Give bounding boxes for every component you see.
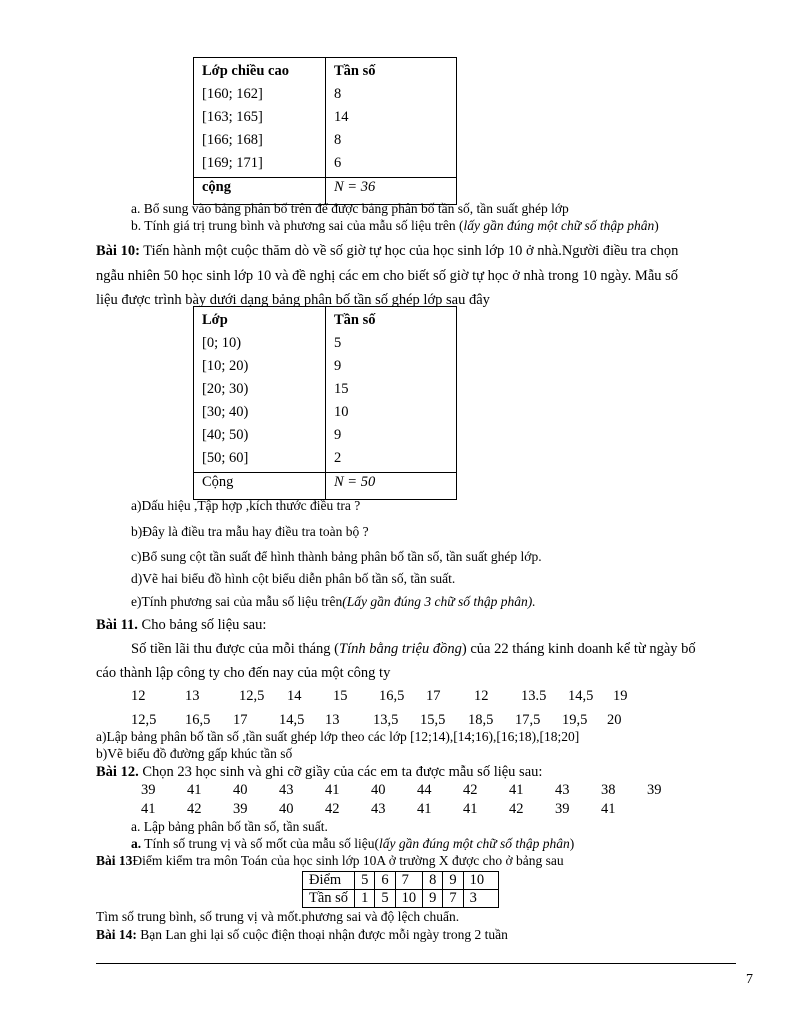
data-value: 17 [233, 712, 248, 728]
bai13-heading [96, 853, 564, 869]
bai14-intro: Bạn Lan ghi lại số cuộc điện thoại nhận được mỗi ngày trong 2 tuần [136, 927, 508, 942]
table-cell: 8 [334, 132, 342, 148]
bai10-line3: liệu được trình bày dưới dạng bảng phân bố tần số ghép lớp sau đây [96, 292, 490, 308]
q9-b-italic: lấy gần đúng một chữ số thập phân [463, 218, 655, 233]
bai10-line2: ngẫu nhiên 50 học sinh lớp 10 và đề nghị các em cho biết số giờ tự học ở nhà trong 10 ngày. Mẫu số [96, 268, 679, 284]
bai11-paragraph-line2: cáo thành lập công ty cho đến nay của một công ty [96, 665, 391, 681]
table-cell: [166; 168] [194, 131, 326, 154]
table-cell: 14 [334, 109, 349, 125]
table-cell: 6 [375, 872, 395, 890]
study-hours-table [193, 306, 457, 500]
table-total-value: N = 36 [326, 178, 457, 205]
table-total-value: N = 50 [326, 473, 457, 500]
bai12-part-a: a. Lập bảng phân bố tần số, tần suất. [131, 819, 328, 834]
q10-c: c)Bổ sung cột tần suất để hình thành bảng phân bố tần số, tần suất ghép lớp. [131, 549, 542, 564]
table-header: Tần số [334, 312, 376, 328]
bai12-b-label: a. [131, 836, 142, 851]
table-cell: [169; 171] [194, 154, 326, 178]
table-cell: 5 [355, 872, 375, 890]
score-table [302, 871, 499, 908]
table-cell: [50; 60] [194, 449, 326, 473]
bai11-label: Bài 11. [96, 617, 138, 633]
bai13-label: Bài 13 [96, 853, 133, 868]
data-value: 43 [371, 801, 386, 817]
bai11-p1-b: ) của 22 tháng kinh doanh kể từ ngày bố [461, 641, 696, 657]
bai12-b-italic: lấy gần đúng một chữ số thập phân [378, 836, 570, 851]
table-cell: 7 [395, 872, 423, 890]
data-value: 40 [371, 782, 386, 798]
bai11-p1-italic: Tính bằng triệu đồng [339, 641, 462, 657]
table-header: Lớp chiều cao [194, 58, 326, 86]
data-value: 12 [131, 688, 146, 704]
bai10-label: Bài 10: [96, 243, 140, 259]
data-value: 41 [417, 801, 432, 817]
table-total-label: cộng [194, 178, 326, 205]
data-value: 15 [333, 688, 348, 704]
bai12-data-row-1 [141, 782, 662, 799]
data-value: 40 [279, 801, 294, 817]
bai13-intro: Điểm kiểm tra môn Toán của học sinh lớp 10A ở trường X được cho ở bảng sau [132, 853, 564, 868]
table-cell: 5 [334, 335, 342, 351]
data-value: 41 [463, 801, 478, 817]
data-value: 42 [325, 801, 340, 817]
data-value: 14,5 [279, 712, 305, 728]
table-cell: 15 [334, 381, 349, 397]
data-value: 19 [613, 688, 628, 704]
q9-b-end: ) [654, 218, 659, 233]
data-value: 43 [279, 782, 294, 798]
table-cell: 3 [463, 890, 499, 908]
data-value: 41 [509, 782, 524, 798]
height-class-table [193, 57, 457, 205]
data-value: 16,5 [185, 712, 211, 728]
data-value: 19,5 [562, 712, 588, 728]
table-cell: 9 [443, 872, 463, 890]
data-value: 42 [463, 782, 478, 798]
table-cell: Tần số [303, 890, 355, 908]
bai11-p1-a: Số tiền lãi thu được của mỗi tháng ( [131, 641, 340, 657]
q10-e [131, 594, 536, 610]
table-header: Tần số [334, 63, 376, 79]
data-value: 14 [287, 688, 302, 704]
table-cell: 9 [334, 427, 342, 443]
table-cell: 10 [334, 404, 349, 420]
q9-part-b [131, 218, 659, 234]
data-value: 13,5 [373, 712, 399, 728]
data-value: 16,5 [379, 688, 405, 704]
bai12-intro: Chọn 23 học sinh và ghi cỡ giầy của các em ta được mẫu số liệu sau: [138, 764, 543, 780]
table-cell: 5 [375, 890, 395, 908]
data-value: 12 [474, 688, 489, 704]
bai11-part-a: a)Lập bảng phân bố tần số ,tần suất ghép lớp theo các lớp [12;14),[14;16),[16;18),[18;20] [96, 729, 580, 744]
table-cell: [0; 10) [194, 334, 326, 357]
q10-d: d)Vẽ hai biểu đồ hình cột biểu diễn phân bố tần số, tần suất. [131, 571, 456, 586]
data-value: 40 [233, 782, 248, 798]
q10-e-italic: (Lấy gần đúng 3 chữ số thập phân). [342, 594, 536, 609]
table-cell: 9 [423, 890, 443, 908]
data-value: 38 [601, 782, 616, 798]
data-value: 39 [141, 782, 156, 798]
table-cell: 8 [423, 872, 443, 890]
table-cell: 10 [395, 890, 423, 908]
bai13-task: Tìm số trung bình, số trung vị và mốt.phương sai và độ lệch chuẩn. [96, 909, 460, 924]
table-header: Lớp [194, 307, 326, 335]
bai12-part-b [131, 836, 574, 852]
table-cell: 6 [334, 155, 342, 171]
data-value: 15,5 [420, 712, 446, 728]
bai11-intro: Cho bảng số liệu sau: [137, 617, 267, 633]
q10-b: b)Đây là điều tra mẫu hay điều tra toàn bộ ? [131, 524, 369, 539]
data-value: 20 [607, 712, 622, 728]
q9-b-text: b. Tính giá trị trung bình và phương sai của mẫu số liệu trên ( [131, 218, 464, 233]
data-value: 12,5 [239, 688, 265, 704]
data-value: 17,5 [515, 712, 541, 728]
data-value: 41 [325, 782, 340, 798]
data-value: 17 [426, 688, 441, 704]
data-value: 13 [185, 688, 200, 704]
bai11-paragraph-line1 [131, 641, 696, 658]
bai11-part-b: b)Vẽ biểu đồ đường gấp khúc tần số [96, 746, 293, 761]
bai12-label: Bài 12. [96, 764, 139, 780]
table-cell: 7 [443, 890, 463, 908]
table-cell: 1 [355, 890, 375, 908]
data-value: 43 [555, 782, 570, 798]
table-cell: [160; 162] [194, 85, 326, 108]
table-cell: [30; 40) [194, 403, 326, 426]
data-value: 44 [417, 782, 432, 798]
data-value: 42 [509, 801, 524, 817]
table-cell: [10; 20) [194, 357, 326, 380]
table-cell: [20; 30) [194, 380, 326, 403]
bai10-line1 [96, 243, 678, 260]
data-value: 13.5 [521, 688, 547, 704]
data-value: 12,5 [131, 712, 157, 728]
bai11-data-row-1 [131, 688, 628, 705]
table-cell: 9 [334, 358, 342, 374]
bai10-text: Tiến hành một cuộc thăm dò về số giờ tự học của học sinh lớp 10 ở nhà.Người điều tra chọn [139, 243, 679, 259]
table-cell: [163; 165] [194, 108, 326, 131]
bai11-data-row-2 [131, 712, 622, 729]
data-value: 41 [601, 801, 616, 817]
bai11-heading [96, 617, 266, 634]
table-cell: 8 [334, 86, 342, 102]
bai12-data-row-2 [141, 801, 616, 818]
data-value: 39 [233, 801, 248, 817]
q9-part-a: a. Bổ sung vào bảng phân bố trên để được bảng phân bố tần số, tần suất ghép lớp [131, 201, 569, 216]
table-total-label: Cộng [194, 473, 326, 500]
bai12-b-text: Tính số trung vị và số mốt của mẫu số liệu( [141, 836, 379, 851]
data-value: 41 [187, 782, 202, 798]
data-value: 41 [141, 801, 156, 817]
data-value: 13 [325, 712, 340, 728]
q10-a: a)Dấu hiệu ,Tập hợp ,kích thước điều tra ? [131, 498, 361, 513]
table-cell: [40; 50) [194, 426, 326, 449]
bai14-label: Bài 14: [96, 927, 137, 942]
footer-divider [96, 963, 736, 964]
data-value: 39 [555, 801, 570, 817]
table-cell: 2 [334, 450, 342, 466]
bai14-heading [96, 927, 508, 943]
data-value: 18,5 [468, 712, 494, 728]
data-value: 39 [647, 782, 662, 798]
page-number: 7 [746, 972, 753, 987]
bai12-heading [96, 764, 542, 781]
table-cell: Điểm [303, 872, 355, 890]
q10-e-text: e)Tính phương sai của mẫu số liệu trên [131, 594, 343, 609]
data-value: 14,5 [568, 688, 594, 704]
data-value: 42 [187, 801, 202, 817]
bai12-b-end: ) [569, 836, 575, 851]
table-cell: 10 [463, 872, 499, 890]
